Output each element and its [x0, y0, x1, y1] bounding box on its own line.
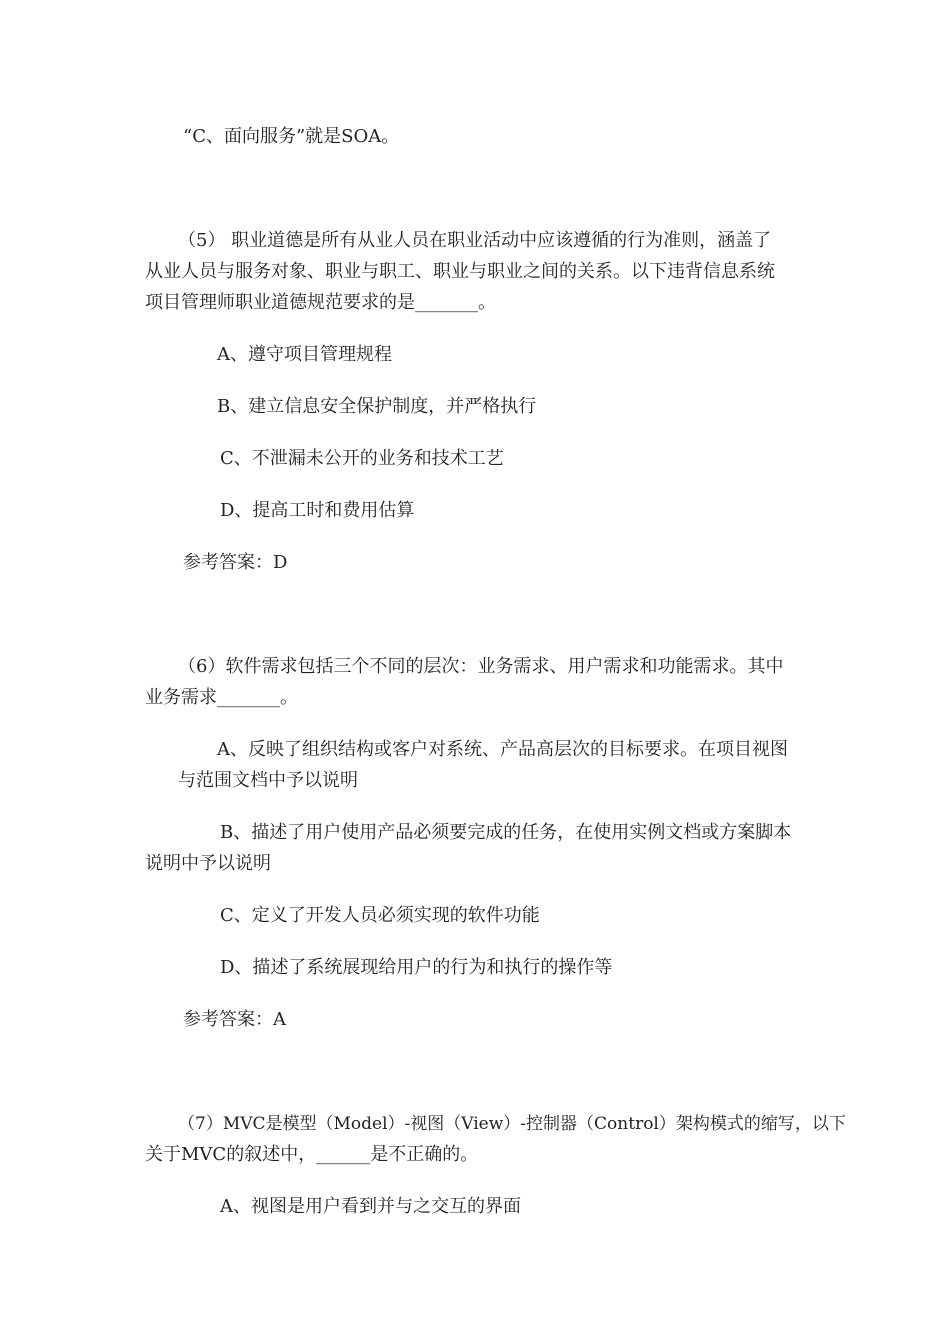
question-7-stem-line-1: （7）MVC是模型（Model）-视图（View）-控制器（Control）架构模式的缩写，以下 — [178, 1114, 846, 1134]
question-5-stem-line-3: 项目管理师职业道德规范要求的是_______。 — [145, 292, 496, 313]
question-6-option-c: C、定义了开发人员必须实现的软件功能 — [220, 905, 540, 926]
question-5-option-a: A、遵守项目管理规程 — [217, 344, 392, 365]
question-6-stem-line-1: （6）软件需求包括三个不同的层次：业务需求、用户需求和功能需求。其中 — [178, 656, 784, 677]
question-5-option-c: C、不泄漏未公开的业务和技术工艺 — [220, 448, 504, 469]
question-6-answer: 参考答案：A — [183, 1009, 286, 1030]
question-5-answer: 参考答案：D — [183, 552, 288, 573]
question-5-option-d: D、提高工时和费用估算 — [220, 500, 415, 521]
question-7-option-a: A、视图是用户看到并与之交互的界面 — [220, 1196, 521, 1217]
question-5-stem-line-2: 从业人员与服务对象、职业与职工、职业与职业之间的关系。以下违背信息系统 — [145, 261, 775, 282]
question-7-stem-line-2: 关于MVC的叙述中，______是不正确的。 — [145, 1144, 479, 1165]
question-6-stem-line-2: 业务需求_______。 — [145, 687, 298, 708]
question-6-option-b-line-1: B、描述了用户使用产品必须要完成的任务，在使用实例文档或方案脚本 — [220, 822, 792, 843]
question-5-stem-line-1: （5） 职业道德是所有从业人员在职业活动中应该遵循的行为准则，涵盖了 — [178, 230, 772, 251]
question-5-option-b: B、建立信息安全保护制度，并严格执行 — [217, 396, 537, 417]
intro-line: “C、面向服务”就是SOA。 — [183, 126, 400, 147]
question-6-option-a-line-1: A、反映了组织结构或客户对系统、产品高层次的目标要求。在项目视图 — [217, 739, 788, 760]
question-6-option-b-line-2: 说明中予以说明 — [145, 853, 271, 874]
question-6-option-d: D、描述了系统展现给用户的行为和执行的操作等 — [220, 957, 613, 978]
question-6-option-a-line-2: 与范围文档中予以说明 — [178, 770, 358, 791]
